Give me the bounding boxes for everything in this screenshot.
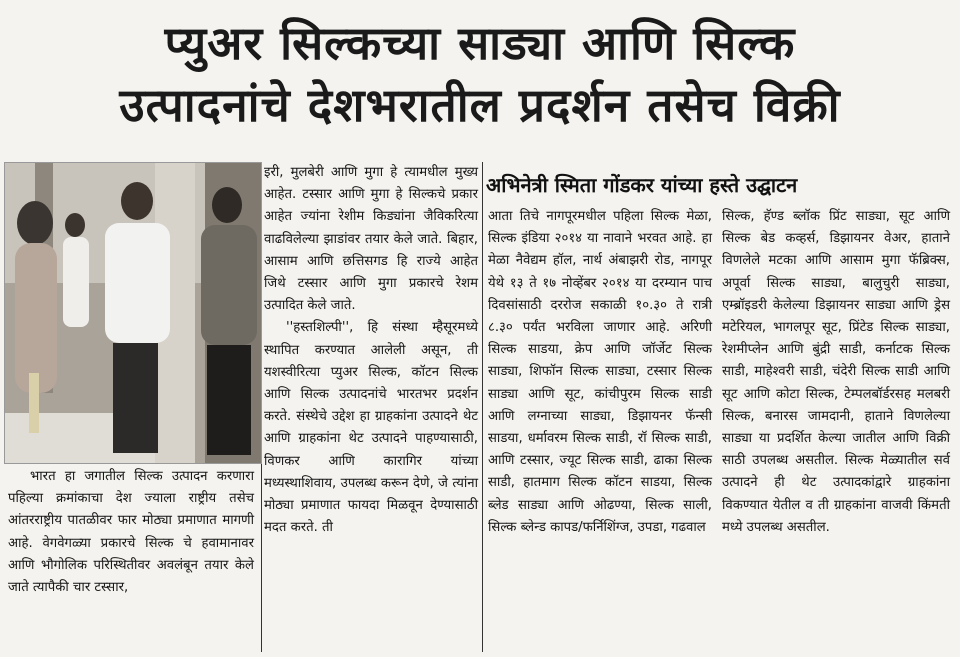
paragraph-silk-mela: आता तिचे नागपूरमधील पहिला सिल्क मेळा, सिल्क इंडिया २०१४ या नावाने भरवत आहे. हा मेळा नैवेद्यम हॉल, नार्थ अंबाझरी रोड, नागपूर येथे १३ ते १७ नोव्हेंबर २०१४ या दरम्यान पाच दिवसांसाठी दररोज सकाळी १०.३० ते रात्री ८.३० पर्यंत भरविला जाणार आहे. अरिणी सिल्क साडया, क्रेप आणि जॉर्जेट सिल्क साड्या, शिफॉन सिल्क साड्या, टस्सार सिल्क साड्या आणि सूट, कांचीपुरम सिल्क साडी आणि लग्नाच्या साड्या, डिझायनर फॅन्सी साडया, धर्मावरम सिल्क साडी, रॉ सिल्क साडी, आणि टस्सार, ज्यूट सिल्क साडी, ढाका सिल्क साडी, हातमाग सिल्क कॉटन साडया, सिल्क ब्लेड साड्या आणि ओढण्या, सिल्क साली, सिल्क ब्लेन्ड कापड/फर्निशिंग्ज, उपडा, गढवाल [488,209,712,535]
paragraph-silk-types: इरी, मुलबेरी आणि मुगा हे त्यामधील मुख्य आहेत. टस्सार आणि मुगा हे सिल्कचे प्रकार आहेत ज्यांना रेशीम किड्यांना जैविकरित्या वाढविलेल्या झाडांवर तयार केले जाते. बिहार, आसाम आणि छत्तिसगड हि राज्ये आहेत जिथे टस्सार आणि मुगा प्रकारचे रेशम उत्पादित केले जाते. [264,165,478,314]
column-right-1 [488,206,712,539]
event-photo [4,162,262,464]
paragraph-products: सिल्क, हॅण्ड ब्लॉक प्रिंट साड्या, सूट आणि सिल्क बेड कव्हर्स, डिझायनर वेअर, हाताने विणलेले मटका आणि आसाम मुगा फॅब्रिक्स, अपूर्वा सिल्क साड्या, बालुचुरी साड्या, एम्ब्रॉइडरी केलेल्या डिझायनर साड्या आणि ड्रेस मटेरियल, भागलपूर सूट, प्रिंटेड सिल्क साड्या, रेशमीप्लेन आणि बुंद्री साडी, कर्नाटक सिल्क साडी, माहेश्वरी साडी, चंदेरी सिल्क साडी आणि सूट आणि कोटा सिल्क, टेम्पलबॉर्डरसह मलबरी सिल्क, बनारस जामदानी, हाताने विणलेल्या साड्या या प्रदर्शित केल्या जातील आणि विक्री साठी उपलब्ध असतील. सिल्क मेळ्यातील सर्व उत्पादने ही थेट उत्पादकांद्वारे ग्राहकांना विकण्यात येतील व ती ग्राहकांना वाजवी किंमती मध्ये उपलब्ध असतील. [722,209,950,535]
paragraph-intro: भारत हा जगातील सिल्क उत्पादन करणारा पहिल्या क्रमांकाचा देश ज्याला राष्ट्रीय तसेच आंतरराष्ट्रीय पातळीवर फार मोठ्या प्रमाणात मागणी आहे. वेगवेगळ्या प्रकारचे सिल्क चे हवामानावर आणि भौगोलिक परिस्थितीवर अवलंबून तयार केले जाते त्यापैकी चार टस्सार, [8,469,254,596]
headline-line-1: प्युअर सिल्कच्या साड्या आणि सिल्क [164,16,796,70]
column-middle [264,162,478,539]
event-photo-illustration [5,163,261,463]
subheadline: अभिनेत्री स्मिता गोंडकर यांच्या हस्ते उद्घाटन [486,173,798,197]
headline [0,0,960,156]
column-divider-mid [482,162,483,652]
column-right-2 [722,206,950,539]
paragraph-hastshilpi: ''हस्तशिल्पी'', हि संस्था म्हैसूरमध्ये स्थापित करण्यात आलेली असून, ती यशस्वीरित्या प्युअर सिल्क, कॉटन सिल्क आणि सिल्क उत्पादनांचे भारतभर प्रदर्शन करते. संस्थेचे उद्देश हा ग्राहकांना उत्पादने थेट आणि ग्राहकांना थेट उत्पादने पाहण्यासाठी, विणकर आणि कारागिर यांच्या मध्यस्थाशिवाय, उपलब्ध करून देणे, जे त्यांना मोठ्या प्रमाणात फायदा मिळवून देण्यासाठी मदत करते. ती [264,320,478,536]
column-left-bottom [8,466,254,599]
headline-line-2: उत्पादनांचे देशभरातील प्रदर्शन तसेच विक्री [119,78,841,132]
